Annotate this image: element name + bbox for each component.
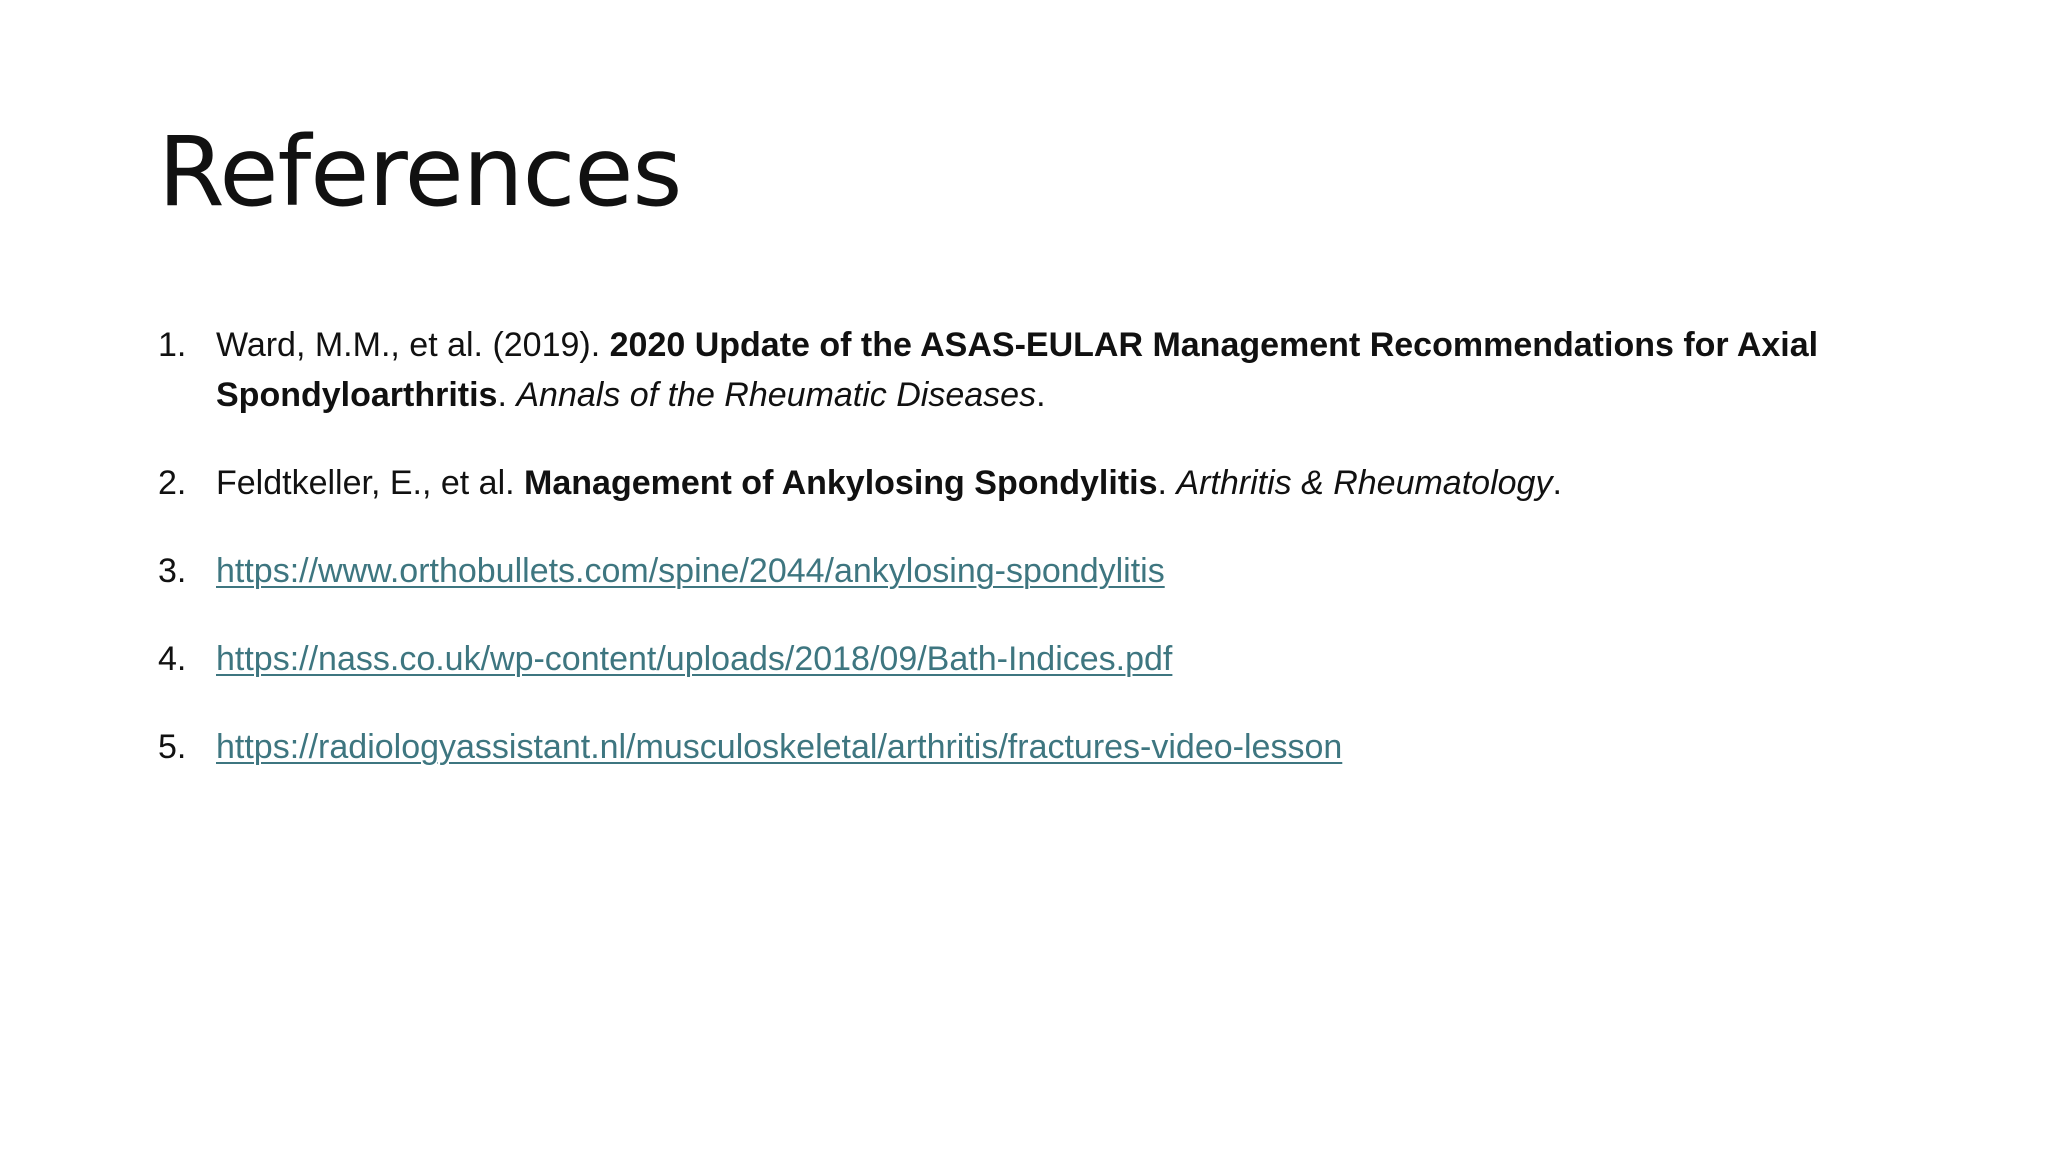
reference-journal: Arthritis & Rheumatology [1176, 464, 1553, 502]
reference-title: Management of Ankylosing Spondylitis [524, 464, 1158, 502]
reference-item-2 [158, 458, 1878, 508]
reference-end: . [1552, 464, 1562, 502]
reference-link-radiologyassistant[interactable]: https://radiologyassistant.nl/musculoskeletal/arthritis/fractures-video-lesson [216, 728, 1343, 766]
reference-authors: Ward, M.M., et al. (2019). [216, 326, 610, 364]
reference-item-4 [158, 634, 1878, 684]
reference-separator: . [1157, 464, 1177, 502]
reference-number: 2. [158, 464, 187, 502]
reference-item-5 [158, 722, 1878, 772]
reference-item-1 [158, 320, 1878, 420]
reference-item-3 [158, 546, 1878, 596]
reference-number: 1. [158, 326, 187, 364]
reference-list [158, 320, 1878, 810]
reference-separator: . [497, 376, 517, 414]
reference-link-nass[interactable]: https://nass.co.uk/wp-content/uploads/2018/09/Bath-Indices.pdf [216, 640, 1173, 678]
reference-title: 2020 Update of the ASAS-EULAR Management Recommendations for Axial Spondyloarthritis [216, 326, 1819, 414]
reference-number: 4. [158, 640, 187, 678]
reference-end: . [1036, 376, 1046, 414]
reference-number: 5. [158, 728, 187, 766]
page-title: References [158, 116, 682, 228]
reference-authors: Feldtkeller, E., et al. [216, 464, 525, 502]
reference-journal: Annals of the Rheumatic Diseases [516, 376, 1037, 414]
reference-number: 3. [158, 552, 187, 590]
reference-link-orthobullets[interactable]: https://www.orthobullets.com/spine/2044/ankylosing-spondylitis [216, 552, 1165, 590]
